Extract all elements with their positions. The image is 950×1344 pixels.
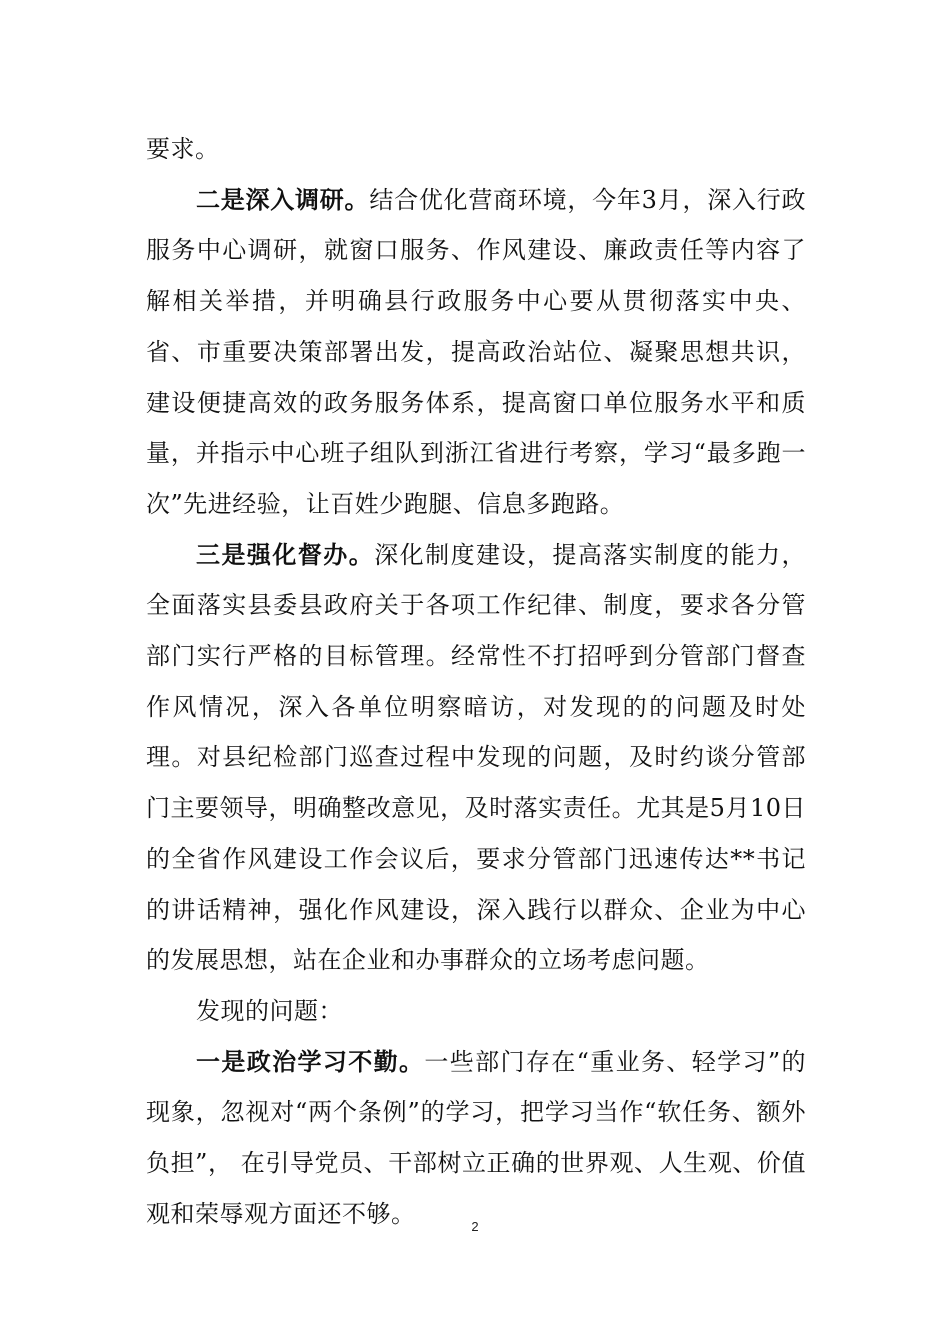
paragraph-in-depth-research — [146, 175, 806, 530]
page-number: 2 — [471, 1219, 479, 1234]
paragraph-political-study — [146, 1037, 806, 1240]
paragraph-lead: 三是强化督办。 — [196, 539, 375, 569]
paragraph-lead: 二是深入调研。 — [196, 184, 370, 214]
section-heading-problems — [146, 986, 806, 1037]
paragraph-text: 结合优化营商环境，今年3月，深入行政服务中心调研，就窗口服务、作风建设、廉政责任等内容了解相关举措，并明确县行政服务中心要从贯彻落实中央、省、市重要决策部署出发，提高政治站位、凝聚思想共识，建设便捷高效的政务服务体系，提高窗口单位服务水平和质量，并指示中心班子组队到浙江省进行考察，学习“最多跑一次”先进经验，让百姓少跑腿、信息多跑路。 — [146, 185, 807, 518]
paragraph-text: 发现的问题： — [196, 996, 343, 1025]
paragraph-continuation — [146, 124, 806, 175]
paragraph-lead: 一是政治学习不勤。 — [196, 1046, 425, 1076]
paragraph-strengthen-supervision — [146, 530, 806, 986]
paragraph-text: 深化制度建设，提高落实制度的能力，全面落实县委县政府关于各项工作纪律、制度，要求各分管部门实行严格的目标管理。经常性不打招呼到分管部门督查作风情况，深入各单位明察暗访，对发现的的问题及时处理。对县纪检部门巡查过程中发现的问题，及时约谈分管部门主要领导，明确整改意见，及时落实责任。尤其是5月10日的全省作风建设工作会议后，要求分管部门迅速传达**书记的讲话精神，强化作风建设，深入践行以群众、企业为中心的发展思想，站在企业和办事群众的立场考虑问题。 — [146, 540, 807, 975]
paragraph-text: 一些部门存在“重业务、轻学习”的现象，忽视对“两个条例”的学习，把学习当作“软任务、额外负担”， 在引导党员、干部树立正确的世界观、人生观、价值观和荣辱观方面还不够。 — [146, 1047, 806, 1228]
document-body — [146, 124, 806, 1239]
paragraph-text: 要求。 — [146, 135, 220, 163]
